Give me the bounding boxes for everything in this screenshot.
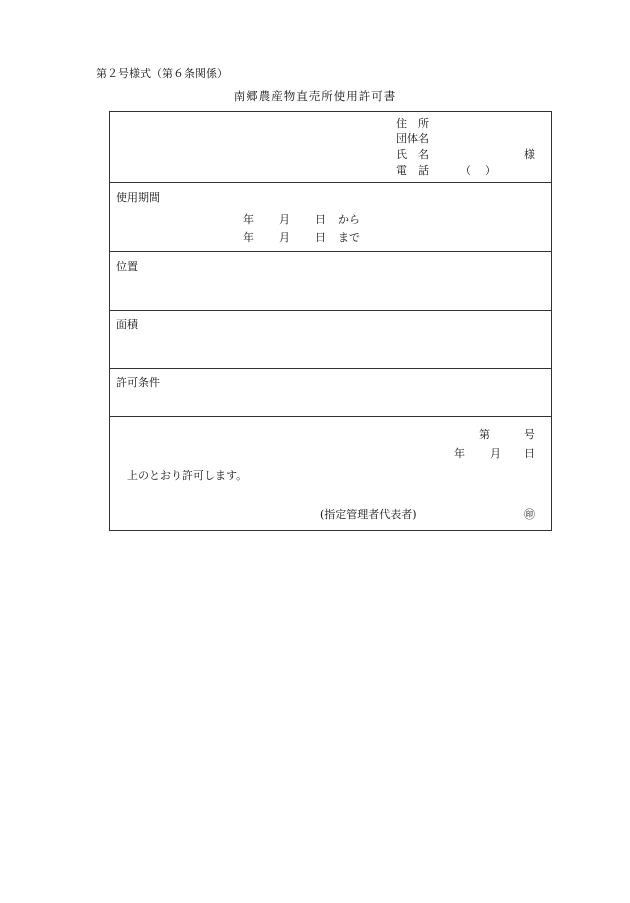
- address-label: 住 所: [396, 117, 429, 130]
- organization-label: 団体名: [396, 132, 429, 145]
- issue-month: 月: [490, 447, 501, 460]
- signer-label: (指定管理者代表者): [320, 508, 417, 521]
- to-month: 月: [279, 231, 290, 244]
- to-suffix: まで: [338, 231, 360, 244]
- area-label: 面積: [116, 318, 138, 331]
- to-day: 日: [315, 231, 326, 244]
- row-divider: [110, 310, 551, 311]
- seal-mark: ㊞: [524, 508, 535, 521]
- issue-day: 日: [524, 447, 535, 460]
- from-day: 日: [315, 213, 326, 226]
- permit-statement: 上のとおり許可します。: [127, 469, 248, 482]
- from-suffix: から: [338, 213, 360, 226]
- document-title: 南郷農産物直売所使用許可書: [233, 89, 397, 103]
- issue-year: 年: [454, 447, 465, 460]
- location-label: 位置: [116, 260, 138, 273]
- from-year: 年: [243, 213, 254, 226]
- row-divider: [110, 182, 551, 183]
- phone-paren-close: ）: [485, 164, 496, 177]
- from-month: 月: [279, 213, 290, 226]
- period-label: 使用期間: [116, 191, 160, 204]
- permit-form-table: [109, 111, 552, 531]
- permit-number-suffix: 号: [524, 428, 535, 441]
- conditions-label: 許可条件: [116, 376, 160, 389]
- row-divider: [110, 368, 551, 369]
- form-number-label: 第２号様式（第６条関係）: [96, 67, 228, 80]
- name-label: 氏 名: [396, 148, 429, 161]
- to-year: 年: [243, 231, 254, 244]
- phone-label: 電 話: [396, 164, 429, 177]
- permit-number-prefix: 第: [479, 428, 490, 441]
- honorific-sama: 様: [524, 148, 535, 161]
- phone-paren-open: （: [460, 164, 471, 177]
- row-divider: [110, 251, 551, 252]
- row-divider: [110, 416, 551, 417]
